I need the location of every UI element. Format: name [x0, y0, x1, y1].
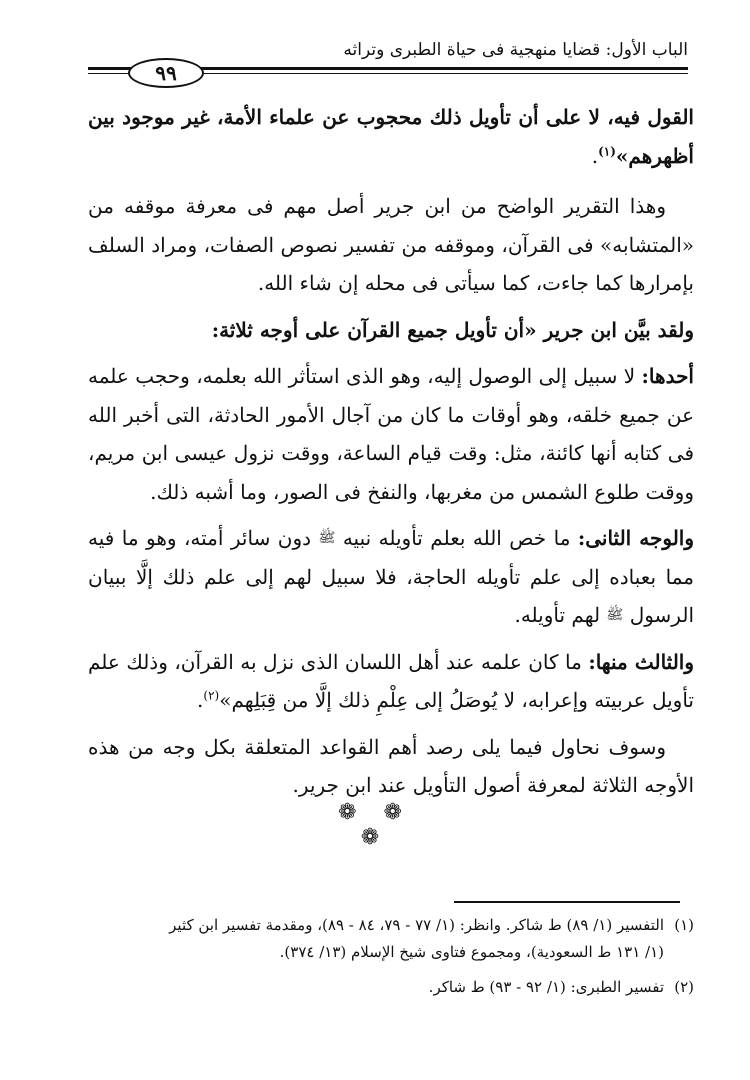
paragraph-6-lead: والثالث منها: [588, 649, 695, 674]
paragraph-5-text-c: لهم تأويله. [514, 603, 601, 627]
footnote-ref-2[interactable]: (٢) [203, 688, 220, 703]
footnote-2 [66, 974, 694, 1001]
main-text [88, 98, 694, 813]
footnote-2-line-1: تفسير الطبرى: (١/ ٩٢ - ٩٣) ط شاكر. [428, 978, 664, 996]
paragraph-7: وسوف نحاول فيما يلى رصد أهم القواعد المتعلقة بكل وجه من هذه الأوجه الثلاثة لمعرفة أصول التأويل عند ابن جرير. [88, 734, 694, 797]
paragraph-4-text: لا سبيل إلى الوصول إليه، وهو الذى استأثر الله بعلمه، وحجب علمه عن جميع خلقه، وهو أوقات ما كان من آجال الأمور الحادثة، التى أخبر الله فى كتابه أنها كائنة، مثل: وقت قيام الساعة، ووقت نزول عيسى ابن مريم، ووقت طلوع الشمس من مغربها، والنفخ فى الصور، وما أشبه ذلك. [88, 364, 694, 504]
section-ornament-icon: ❁ ❁ ❁ [338, 800, 412, 850]
paragraph-6-end: . [197, 688, 204, 712]
footnote-ref-1[interactable]: (١) [598, 143, 616, 158]
paragraph-5-text-b: دون سائر أمته، وهو ما فيه مما بعباده إلى علم تأويله الحاجة، فلا سبيل لهم إلى علم ذلك إلَّا ببيان الرسول [88, 526, 694, 627]
footnotes [66, 912, 694, 1009]
paragraph-5-text-a: ما خص الله بعلم تأويله نبيه [342, 526, 571, 550]
footnote-1-number: (١) [674, 916, 694, 934]
paragraph-2: وهذا التقرير الواضح من ابن جرير أصل مهم فى معرفة موقفه من «المتشابه» فى القرآن، وموقفه من تفسير نصوص الصفات، ومراد السلف بإمرارها كما جاءت، كما سيأتى فى محله إن شاء الله. [88, 194, 694, 295]
paragraph-3-heading: ولقد بيَّن ابن جرير «أن تأويل جميع القرآن على أوجه ثلاثة: [211, 317, 694, 342]
paragraph-1 [88, 98, 694, 175]
paragraph-4 [88, 357, 694, 511]
salutation-icon: ﷺ [318, 530, 336, 546]
paragraph-5 [88, 519, 694, 635]
paragraph-1-end: . [591, 143, 599, 168]
salutation-icon: ﷺ [606, 607, 624, 623]
paragraph-4-lead: أحدها: [641, 364, 694, 388]
paragraph-6-text: ما كان علمه عند أهل اللسان الذى نزل به القرآن، وذلك علم تأويل عربيته وإعرابه، لا يُوصَلُ إلى عِلْمِ ذلك إلَّا من قِبَلِهم» [88, 649, 694, 712]
footnote-1 [66, 912, 694, 966]
footnote-2-number: (٢) [674, 978, 694, 996]
footnote-1-line-1: التفسير (١/ ٨٩) ط شاكر. وانظر: (١/ ٧٧ - ٧٩، ٨٤ - ٨٩)، ومقدمة تفسير ابن كثير [169, 916, 664, 934]
footnote-separator [454, 901, 680, 903]
paragraph-6 [88, 643, 694, 720]
paragraph-5-lead: والوجه الثانى: [577, 526, 695, 550]
paragraph-1-text: القول فيه، لا على أن تأويل ذلك محجوب عن علماء الأمة، غير موجود بين أظهرهم» [88, 105, 694, 168]
chapter-title: الباب الأول: قضايا منهجية فى حياة الطبرى وتراثه [343, 40, 688, 60]
footnote-1-line-2: (١/ ١٣١ ط السعودية)، ومجموع فتاوى شيخ الإسلام (١٣/ ٣٧٤). [279, 943, 664, 961]
page-number: ٩٩ [128, 58, 204, 88]
